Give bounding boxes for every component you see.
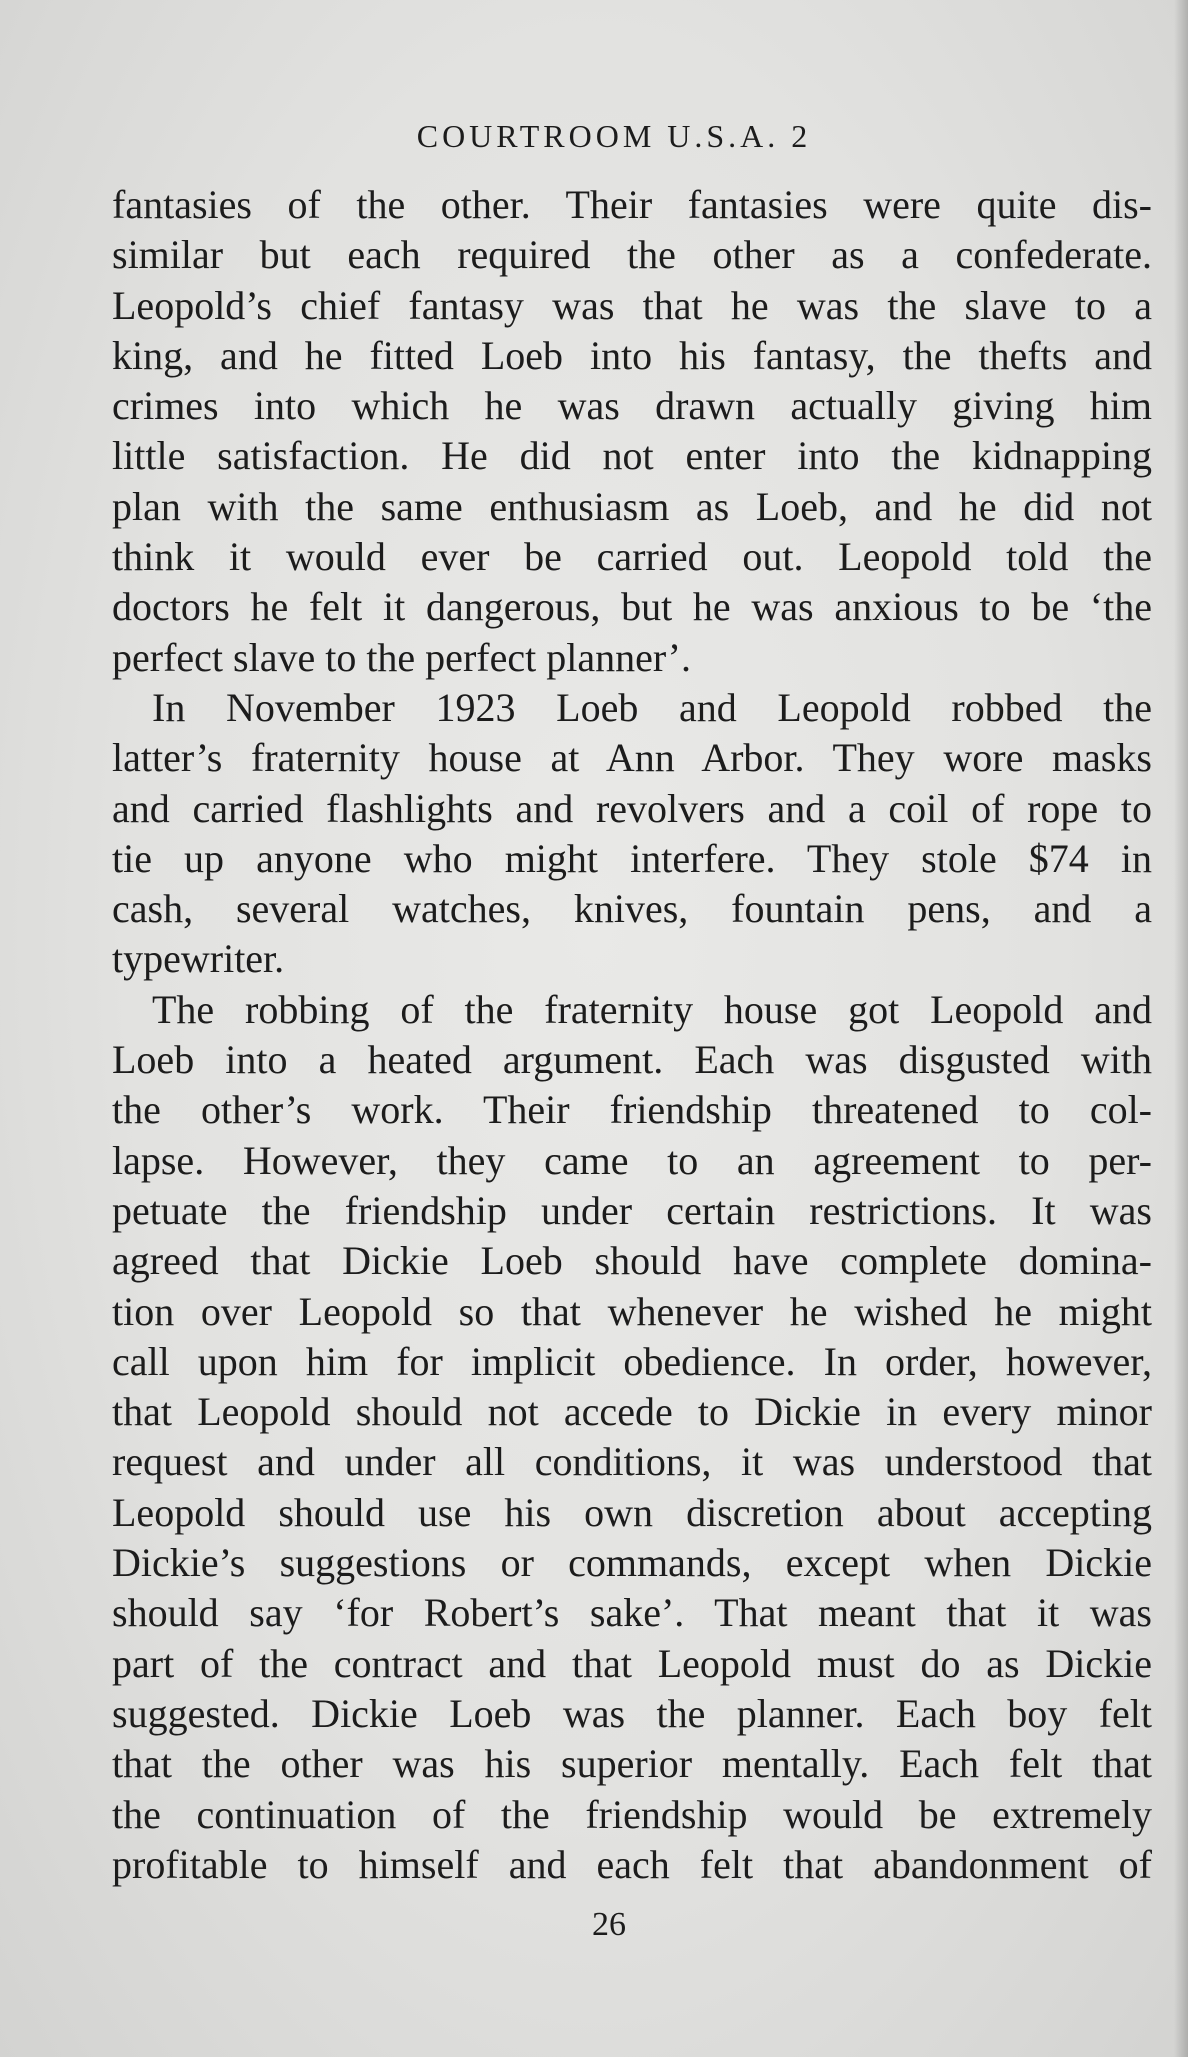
text-line: that the other was his superior mentally. Each felt that — [112, 1741, 1152, 1787]
text-line: Dickie’s suggestions or commands, except when Dickie — [112, 1540, 1152, 1586]
text-line: that Leopold should not accede to Dickie in every minor — [112, 1389, 1152, 1435]
page-edge-shadow — [1174, 0, 1188, 2057]
text-line: profitable to himself and each felt that abandonment of — [112, 1841, 1152, 1887]
text-line: tion over Leopold so that whenever he wished he might — [112, 1288, 1152, 1334]
page-number: 26 — [592, 1906, 626, 1943]
text-line: doctors he felt it dangerous, but he was anxious to be ‘the — [112, 584, 1152, 630]
body-text — [112, 180, 1152, 1890]
text-line: latter’s fraternity house at Ann Arbor. They wore masks — [112, 735, 1152, 781]
paragraph-first-line: In November 1923 Loeb and Leopold robbed the — [152, 684, 1152, 730]
text-line: cash, several watches, knives, fountain pens, and a — [112, 886, 1152, 932]
text-line: think it would ever be carried out. Leopold told the — [112, 534, 1152, 580]
text-line: part of the contract and that Leopold must do as Dickie — [112, 1640, 1152, 1686]
text-line: Loeb into a heated argument. Each was disgusted with — [112, 1037, 1152, 1083]
text-line: Leopold’s chief fantasy was that he was the slave to a — [112, 282, 1152, 328]
text-line: and carried flashlights and revolvers and a coil of rope to — [112, 785, 1152, 831]
text-line: little satisfaction. He did not enter into the kidnapping — [112, 433, 1152, 479]
text-line: lapse. However, they came to an agreement to per- — [112, 1137, 1152, 1183]
text-line: Leopold should use his own discretion about accepting — [112, 1489, 1152, 1535]
text-line: typewriter. — [112, 936, 285, 982]
text-line: agreed that Dickie Loeb should have complete domina- — [112, 1238, 1152, 1284]
text-line: perfect slave to the perfect planner’. — [112, 634, 691, 680]
text-line: fantasies of the other. Their fantasies were quite dis- — [112, 182, 1152, 227]
text-line: the continuation of the friendship would be extremely — [112, 1791, 1152, 1837]
text-line: similar but each required the other as a confederate. — [112, 232, 1152, 278]
text-line: plan with the same enthusiasm as Loeb, and he did not — [112, 483, 1152, 529]
text-line: crimes into which he was drawn actually giving him — [112, 383, 1152, 429]
text-line: call upon him for implicit obedience. In order, however, — [112, 1338, 1152, 1384]
text-line: should say ‘for Robert’s sake’. That meant that it was — [112, 1590, 1152, 1636]
text-line: petuate the friendship under certain restrictions. It was — [112, 1187, 1152, 1233]
paragraph-first-line: The robbing of the fraternity house got Leopold and — [152, 986, 1152, 1032]
running-head: COURTROOM U.S.A. 2 — [416, 118, 812, 154]
text-line: the other’s work. Their friendship threatened to col- — [112, 1087, 1152, 1133]
text-line: king, and he fitted Loeb into his fantasy, the thefts and — [112, 332, 1152, 378]
text-line: tie up anyone who might interfere. They stole $74 in — [112, 835, 1152, 881]
text-line: suggested. Dickie Loeb was the planner. Each boy felt — [112, 1690, 1152, 1736]
text-line: request and under all conditions, it was understood that — [112, 1439, 1152, 1485]
